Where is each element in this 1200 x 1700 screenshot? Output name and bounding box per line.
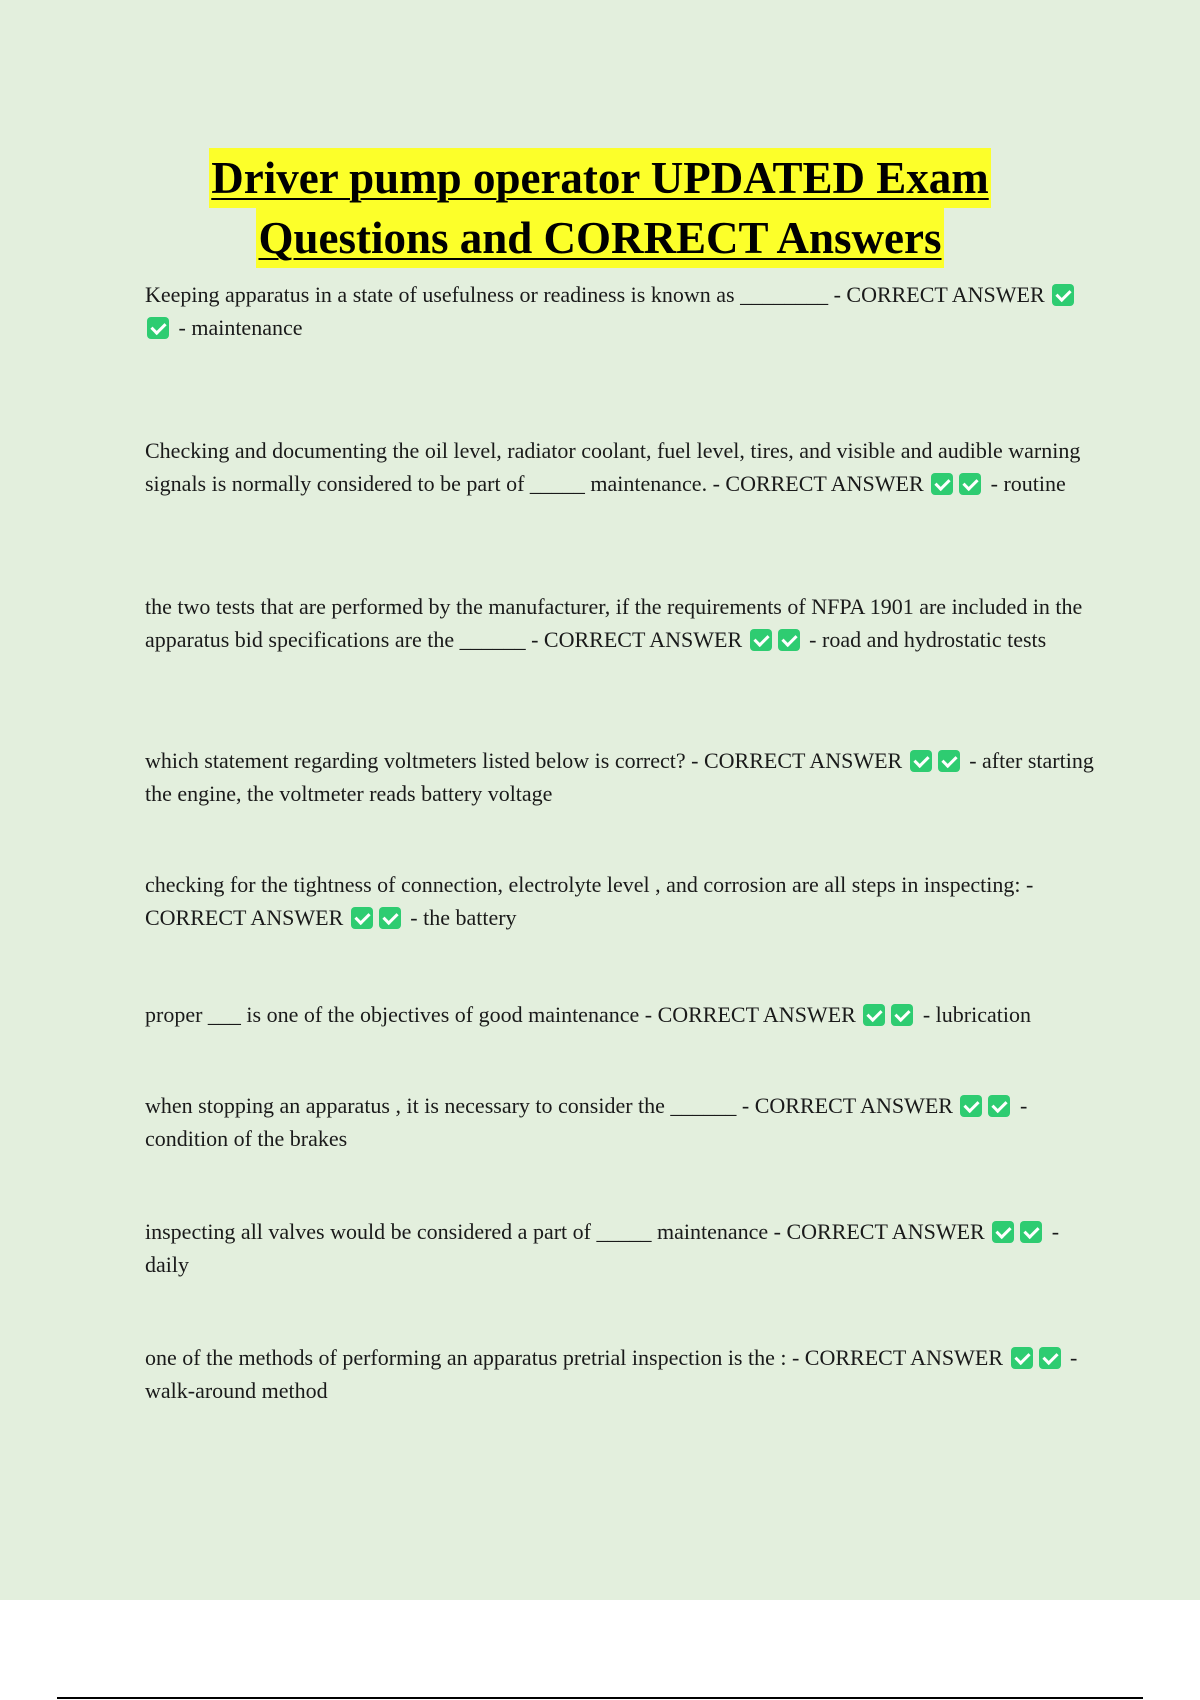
question-text: the two tests that are performed by the manufacturer, if the requirements of NFPA 1901 are included in the apparatus bid specifications are the ______ - CORRECT ANSWER xyxy=(145,594,1083,652)
page-divider xyxy=(57,1697,1143,1699)
title-line-1: Driver pump operator UPDATED Exam xyxy=(209,148,990,208)
qa-item xyxy=(145,744,1095,810)
qa-item xyxy=(145,434,1095,500)
checkmark-icon xyxy=(988,1095,1010,1117)
checkmark-icon xyxy=(351,907,373,929)
answer-text: - condition of the brakes xyxy=(145,1093,1028,1151)
checkmark-icon xyxy=(379,907,401,929)
checkmark-icon xyxy=(147,317,169,339)
checkmark-icon xyxy=(863,1004,885,1026)
checkmark-icon xyxy=(750,629,772,651)
checkmark-icon xyxy=(992,1221,1014,1243)
qa-item xyxy=(145,1341,1095,1407)
checkmark-icon xyxy=(960,1095,982,1117)
question-text: Checking and documenting the oil level, radiator coolant, fuel level, tires, and visible and audible warning signals is normally considered to be part of _____ maintenance. - CORRECT ANSWER xyxy=(145,438,1081,496)
question-text: Keeping apparatus in a state of usefulness or readiness is known as ________ - CORRECT ANSWER xyxy=(145,282,1045,307)
question-text: when stopping an apparatus , it is necessary to consider the ______ - CORRECT ANSWER xyxy=(145,1093,953,1118)
question-text: proper ___ is one of the objectives of good maintenance - CORRECT ANSWER xyxy=(145,1002,856,1027)
answer-text: - road and hydrostatic tests xyxy=(809,627,1047,652)
checkmark-icon xyxy=(1020,1221,1042,1243)
answer-text: - routine xyxy=(990,471,1066,496)
checkmark-icon xyxy=(959,473,981,495)
checkmark-icon xyxy=(1011,1347,1033,1369)
title-line-2: Questions and CORRECT Answers xyxy=(256,208,943,268)
answer-text: - maintenance xyxy=(178,315,303,340)
answer-text: - daily xyxy=(145,1219,1060,1277)
answer-text: - lubrication xyxy=(922,1002,1031,1027)
checkmark-icon xyxy=(938,750,960,772)
answer-text: - the battery xyxy=(410,905,517,930)
answer-text: - after starting the engine, the voltmeter reads battery voltage xyxy=(145,748,1094,806)
question-text: one of the methods of performing an apparatus pretrial inspection is the : - CORRECT ANSWER xyxy=(145,1345,1004,1370)
document-title xyxy=(0,148,1200,268)
checkmark-icon xyxy=(1039,1347,1061,1369)
qa-item xyxy=(145,590,1095,656)
qa-item xyxy=(145,1215,1095,1281)
checkmark-icon xyxy=(1052,284,1074,306)
qa-item xyxy=(145,998,1095,1031)
qa-item xyxy=(145,868,1095,934)
checkmark-icon xyxy=(910,750,932,772)
checkmark-icon xyxy=(931,473,953,495)
qa-item xyxy=(145,1089,1095,1155)
checkmark-icon xyxy=(891,1004,913,1026)
checkmark-icon xyxy=(778,629,800,651)
question-text: checking for the tightness of connection, electrolyte level , and corrosion are all steps in inspecting: - CORRECT ANSWER xyxy=(145,872,1034,930)
qa-item xyxy=(145,278,1095,344)
qa-list xyxy=(145,278,1095,1407)
question-text: which statement regarding voltmeters listed below is correct? - CORRECT ANSWER xyxy=(145,748,903,773)
question-text: inspecting all valves would be considered a part of _____ maintenance - CORRECT ANSWER xyxy=(145,1219,985,1244)
answer-text: - walk-around method xyxy=(145,1345,1078,1403)
